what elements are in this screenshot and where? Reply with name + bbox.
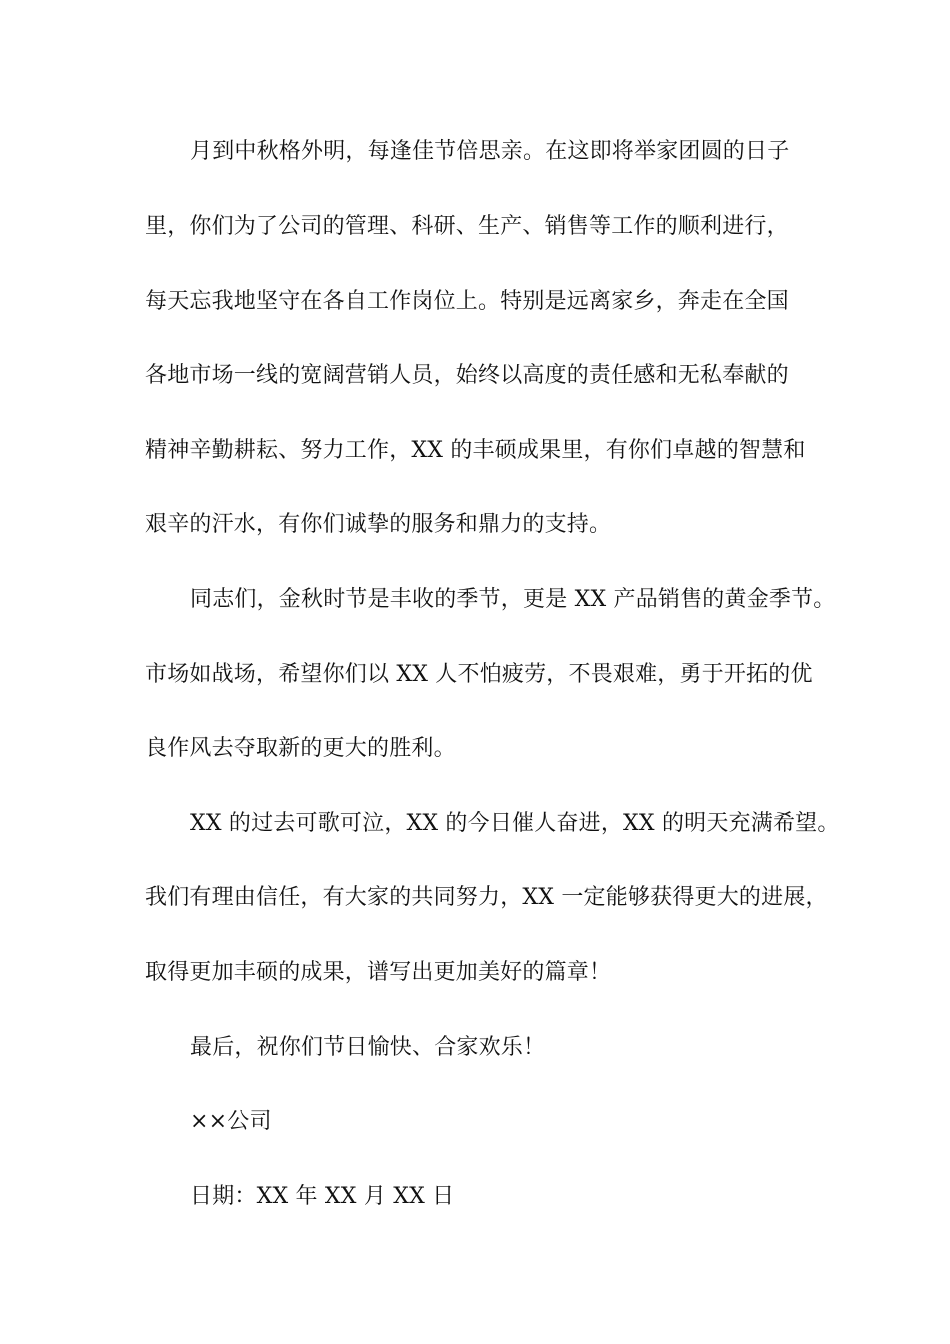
closing-greeting: 最后，祝你们节日愉快、合家欢乐！	[190, 1035, 546, 1060]
paragraph-3-line-3: 取得更加丰硕的成果，谱写出更加美好的篇章！	[145, 960, 612, 985]
paragraph-2-line-1: 同志们，金秋时节是丰收的季节，更是 XX 产品销售的黄金季节。	[190, 587, 836, 612]
paragraph-1-line-2: 里，你们为了公司的管理、科研、生产、销售等工作的顺利进行，	[145, 214, 789, 239]
paragraph-1-line-4: 各地市场一线的宽阔营销人员，始终以高度的责任感和无私奉献的	[145, 363, 789, 388]
paragraph-1-line-5: 精神辛勤耕耘、努力工作，XX 的丰硕成果里，有你们卓越的智慧和	[145, 438, 806, 463]
paragraph-1-line-3: 每天忘我地坚守在各自工作岗位上。特别是远离家乡，奔走在全国	[145, 289, 789, 314]
paragraph-3-line-1: XX 的过去可歌可泣，XX 的今日催人奋进，XX 的明天充满希望。	[190, 811, 840, 836]
paragraph-2-line-3: 良作风去夺取新的更大的胜利。	[145, 736, 456, 761]
document-date: 日期：XX 年 XX 月 XX 日	[190, 1184, 455, 1209]
paragraph-1-line-1: 月到中秋格外明，每逢佳节倍思亲。在这即将举家团圆的日子	[190, 139, 790, 164]
paragraph-2-line-2: 市场如战场，希望你们以 XX 人不怕疲劳，不畏艰难，勇于开拓的优	[145, 662, 813, 687]
paragraph-1-line-6: 艰辛的汗水，有你们诚挚的服务和鼎力的支持。	[145, 512, 612, 537]
company-signature: ××公司	[190, 1109, 272, 1134]
paragraph-3-line-2: 我们有理由信任，有大家的共同努力，XX 一定能够获得更大的进展，	[145, 885, 828, 910]
